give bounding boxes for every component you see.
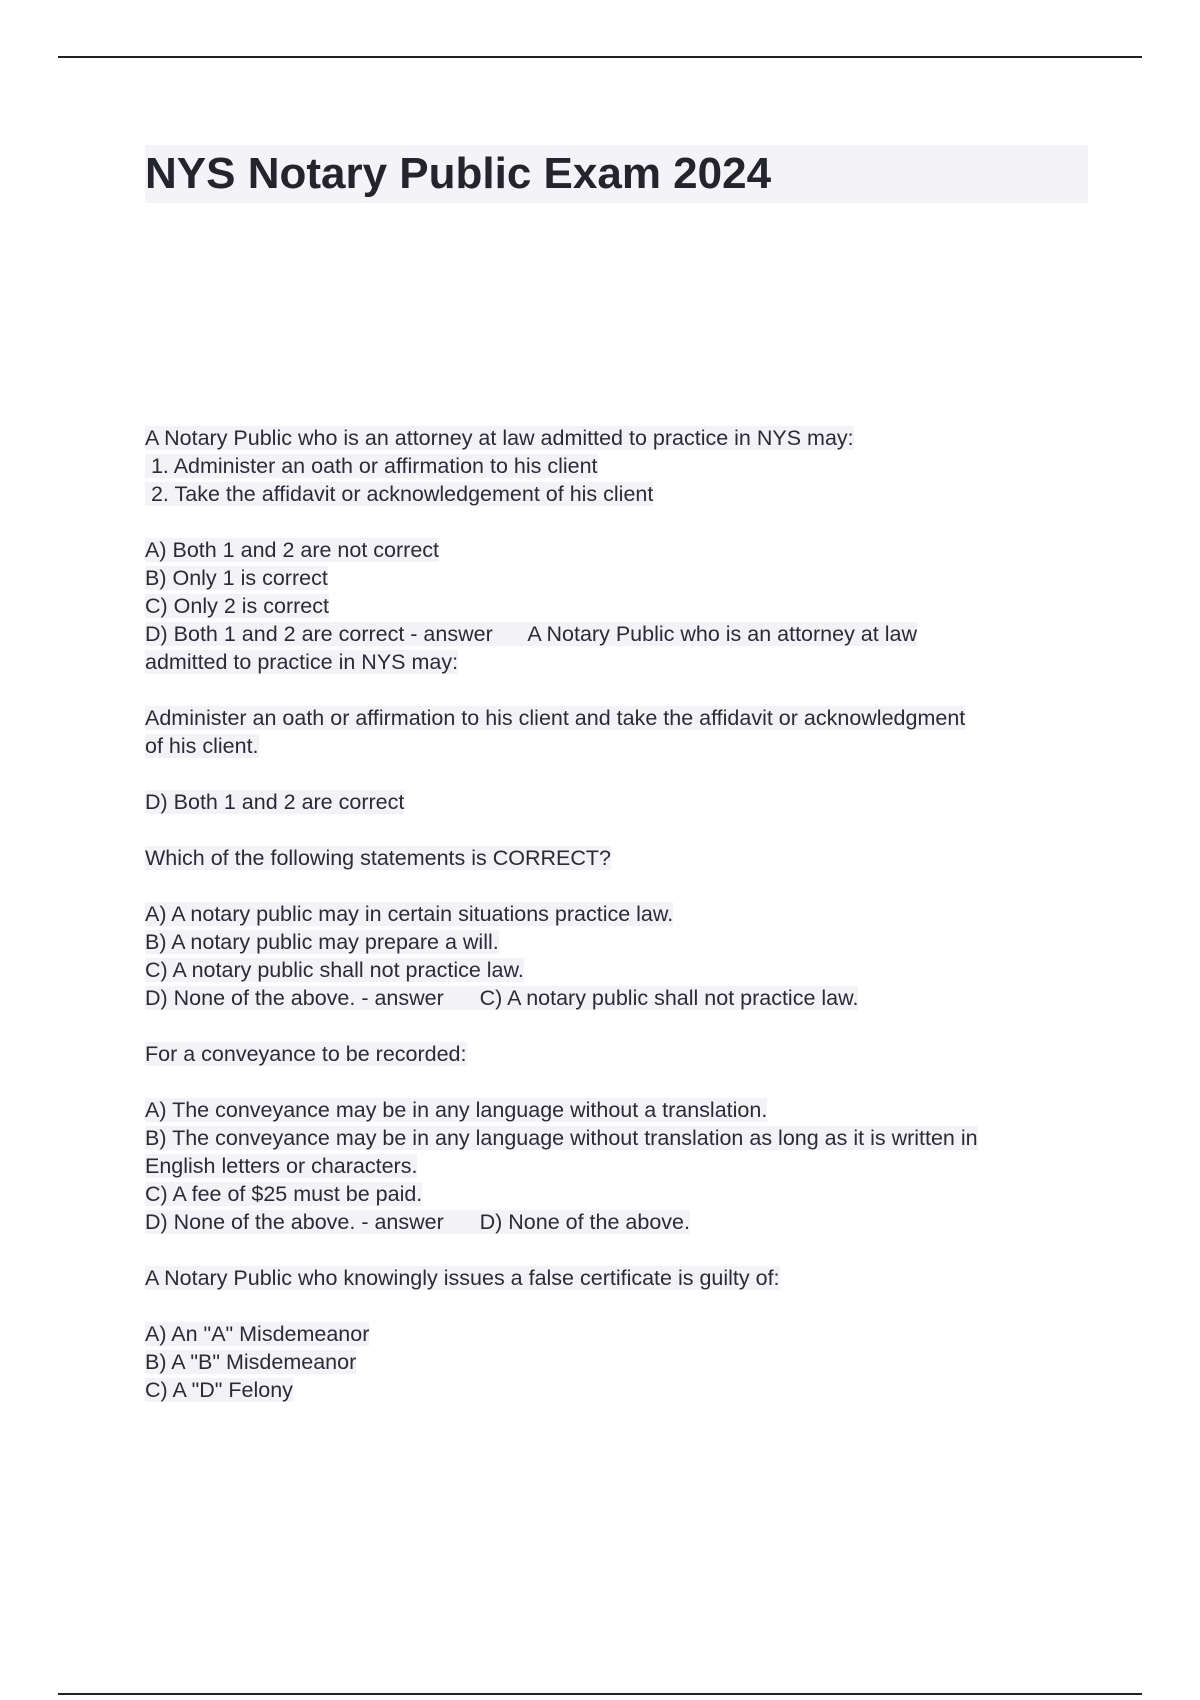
text-line-content: Which of the following statements is CORRECT? [145, 846, 611, 870]
text-line-content: B) A notary public may prepare a will. [145, 930, 499, 954]
text-line [145, 1264, 1090, 1292]
line-spacer [145, 508, 1090, 536]
text-line [145, 480, 1090, 508]
line-spacer [145, 676, 1090, 704]
title-highlight [145, 145, 1088, 203]
question-block [145, 1040, 1090, 1236]
text-line-content: C) Only 2 is correct [145, 594, 329, 618]
text-line-content: B) A "B" Misdemeanor [145, 1350, 357, 1374]
question-block [145, 844, 1090, 1012]
text-line-content: admitted to practice in NYS may: [145, 650, 459, 674]
text-line [145, 844, 1090, 872]
text-line [145, 1376, 1090, 1404]
text-line [145, 984, 1090, 1012]
text-line-content: B) Only 1 is correct [145, 566, 328, 590]
text-line [145, 452, 1090, 480]
text-line-content: D) None of the above. - answer C) A notary public shall not practice law. [145, 986, 859, 1010]
top-divider [58, 56, 1142, 58]
document-body [145, 424, 1090, 1432]
line-spacer [145, 1068, 1090, 1096]
text-line-content: For a conveyance to be recorded: [145, 1042, 467, 1066]
text-line [145, 620, 1090, 648]
text-line-content: Administer an oath or affirmation to his client and take the affidavit or acknowledgment [145, 706, 966, 730]
text-line-content: English letters or characters. [145, 1154, 418, 1178]
text-line [145, 704, 1090, 732]
text-line [145, 592, 1090, 620]
question-block [145, 1264, 1090, 1404]
text-line-content: C) A fee of $25 must be paid. [145, 1182, 423, 1206]
text-line [145, 900, 1090, 928]
text-line-content: A Notary Public who is an attorney at law admitted to practice in NYS may: [145, 426, 854, 450]
text-line [145, 732, 1090, 760]
text-line [145, 1152, 1090, 1180]
line-spacer [145, 1292, 1090, 1320]
question-block [145, 424, 1090, 816]
text-line-content: 2. Take the affidavit or acknowledgement of his client [145, 482, 654, 506]
text-line-content: of his client. [145, 734, 259, 758]
document-title: NYS Notary Public Exam 2024 [145, 149, 772, 198]
text-line [145, 788, 1090, 816]
line-spacer [145, 760, 1090, 788]
text-line [145, 1040, 1090, 1068]
text-line [145, 928, 1090, 956]
text-line [145, 1208, 1090, 1236]
text-line [145, 424, 1090, 452]
text-line [145, 648, 1090, 676]
text-line-content: D) Both 1 and 2 are correct - answer A Notary Public who is an attorney at law [145, 622, 917, 646]
bottom-divider [58, 1693, 1142, 1695]
text-line-content: D) Both 1 and 2 are correct [145, 790, 405, 814]
text-line [145, 564, 1090, 592]
text-line [145, 956, 1090, 984]
text-line-content: A) A notary public may in certain situations practice law. [145, 902, 674, 926]
text-line-content: C) A "D" Felony [145, 1378, 293, 1402]
text-line [145, 536, 1090, 564]
text-line [145, 1348, 1090, 1376]
text-line-content: 1. Administer an oath or affirmation to his client [145, 454, 598, 478]
text-line [145, 1180, 1090, 1208]
text-line-content: B) The conveyance may be in any language without translation as long as it is written in [145, 1126, 978, 1150]
text-line-content: D) None of the above. - answer D) None of the above. [145, 1210, 690, 1234]
text-line-content: A Notary Public who knowingly issues a false certificate is guilty of: [145, 1266, 780, 1290]
text-line [145, 1320, 1090, 1348]
line-spacer [145, 872, 1090, 900]
text-line [145, 1096, 1090, 1124]
text-line-content: A) Both 1 and 2 are not correct [145, 538, 439, 562]
text-line [145, 1124, 1090, 1152]
text-line-content: C) A notary public shall not practice law. [145, 958, 524, 982]
text-line-content: A) The conveyance may be in any language without a translation. [145, 1098, 768, 1122]
text-line-content: A) An "A" Misdemeanor [145, 1322, 370, 1346]
